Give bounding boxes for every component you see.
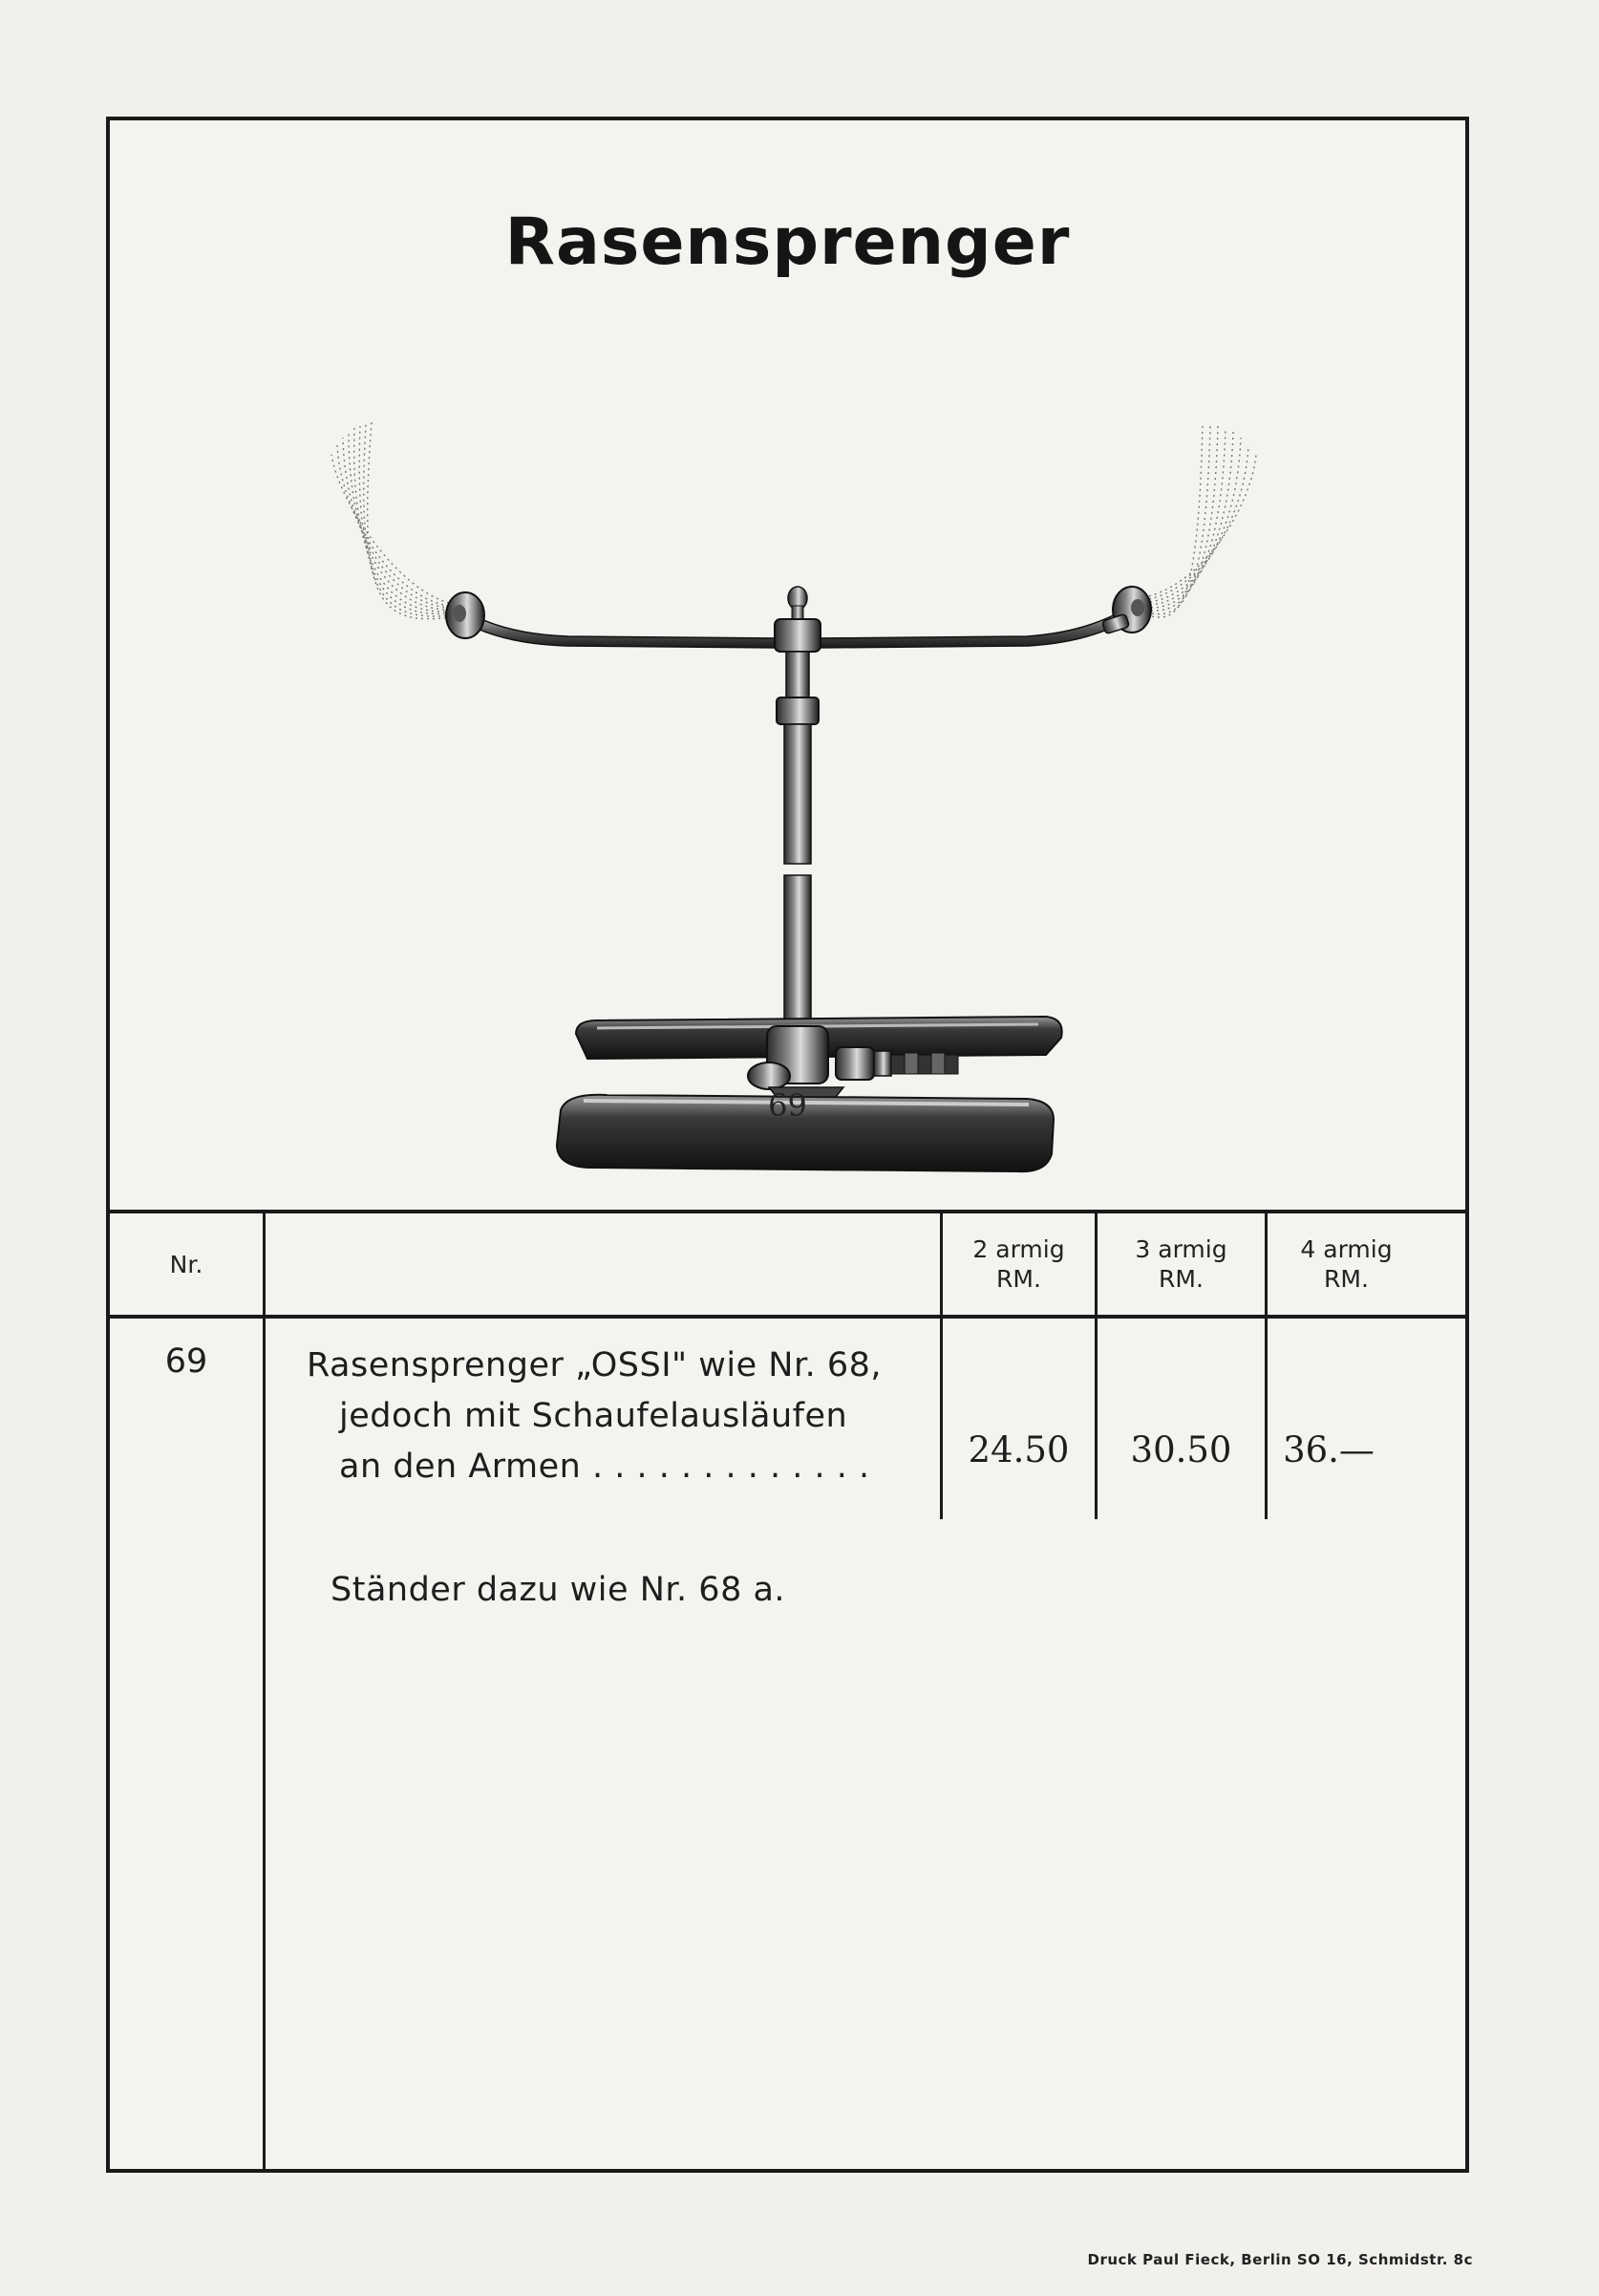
header-4-armig: 4 armig RM.: [1300, 1235, 1393, 1293]
row-number: 69: [164, 1342, 208, 1381]
vertical-tube: [784, 724, 811, 864]
price-3-armig: 30.50: [1130, 1429, 1232, 1470]
stand-note: Ständer dazu wie Nr. 68 a.: [330, 1571, 786, 1609]
price-4-armig: 36.—: [1283, 1429, 1375, 1470]
header-3-armig: 3 armig RM.: [1135, 1235, 1227, 1293]
left-water-spray: [331, 422, 452, 619]
central-hub: [775, 619, 821, 652]
page-title: Rasensprenger: [504, 204, 1071, 280]
lawn-sprinkler-illustration: [320, 311, 1275, 1219]
table-top-rule: [110, 1210, 1465, 1213]
price-column-divider-3-body: [1265, 1319, 1268, 1519]
price-2-armig: 24.50: [968, 1429, 1070, 1470]
description-line-3: an den Armen . . . . . . . . . . . . .: [339, 1448, 870, 1486]
header-nr: Nr.: [169, 1251, 203, 1278]
header-2-armig: 2 armig RM.: [972, 1235, 1065, 1293]
left-arm: [469, 615, 778, 648]
description-line-2: jedoch mit Schaufelausläufen: [339, 1397, 848, 1435]
row-description: [307, 1341, 1042, 1492]
description-line-1: Rasensprenger „OSSI" wie Nr. 68,: [307, 1346, 883, 1384]
header-bottom-rule: [110, 1315, 1465, 1319]
catalog-page-frame: [106, 117, 1469, 2173]
printer-imprint: Druck Paul Fieck, Berlin SO 16, Schmidstr. 8c: [1087, 2251, 1473, 2268]
nr-column-divider: [263, 1212, 266, 2173]
right-arm: [817, 610, 1128, 648]
figure-number: 69: [768, 1087, 807, 1124]
right-water-spray: [1149, 422, 1256, 617]
price-column-divider-2-body: [1095, 1319, 1098, 1519]
